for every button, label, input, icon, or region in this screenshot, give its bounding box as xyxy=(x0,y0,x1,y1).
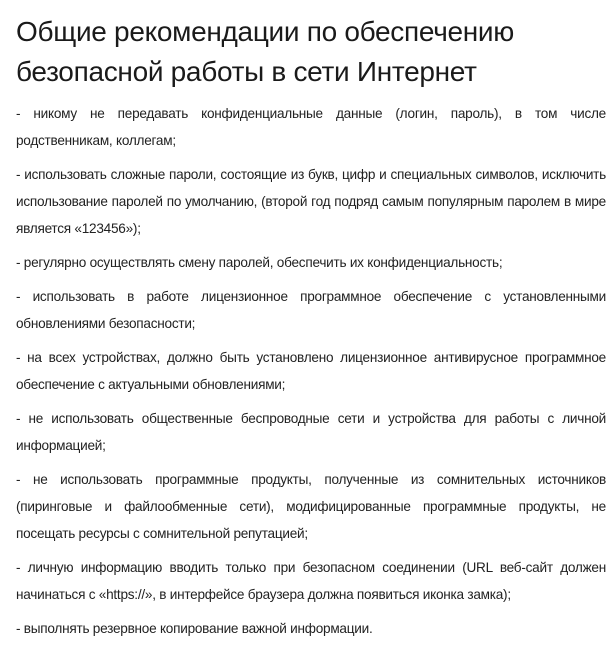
recommendation-item: - личную информацию вводить только при безопасном соединении (URL веб-сайт должен начинаться с «https://», в интерфейсе браузера должна появиться иконка замка); xyxy=(16,560,606,602)
recommendation-item: - использовать сложные пароли, состоящие из букв, цифр и специальных символов, исключить использование паролей по умолчанию, (второй год подряд самым популярным паролем в мире является «123456»); xyxy=(16,167,606,236)
recommendation-item: - регулярно осуществлять смену паролей, обеспечить их конфиденциальность; xyxy=(16,255,503,270)
page-title: Общие рекомендации по обеспечению безопасной работы в сети Интернет xyxy=(16,16,514,87)
recommendation-item: - не использовать общественные беспроводные сети и устройства для работы с личной информацией; xyxy=(16,411,606,453)
recommendation-item: - не использовать программные продукты, полученные из сомнительных источников (пиринговые и файлообменные сети), модифицированные программные продукты, не посещать ресурсы с сомнительной репутацией; xyxy=(16,472,606,541)
recommendation-item: - никому не передавать конфиденциальные данные (логин, пароль), в том числе родственникам, коллегам; xyxy=(16,106,606,148)
recommendation-item: - на всех устройствах, должно быть установлено лицензионное антивирусное программное обеспечение с актуальными обновлениями; xyxy=(16,350,606,392)
recommendation-item: - выполнять резервное копирование важной информации. xyxy=(16,621,373,636)
recommendations-list xyxy=(16,100,606,642)
recommendation-item: - использовать в работе лицензионное программное обеспечение с установленными обновлениями безопасности; xyxy=(16,289,606,331)
